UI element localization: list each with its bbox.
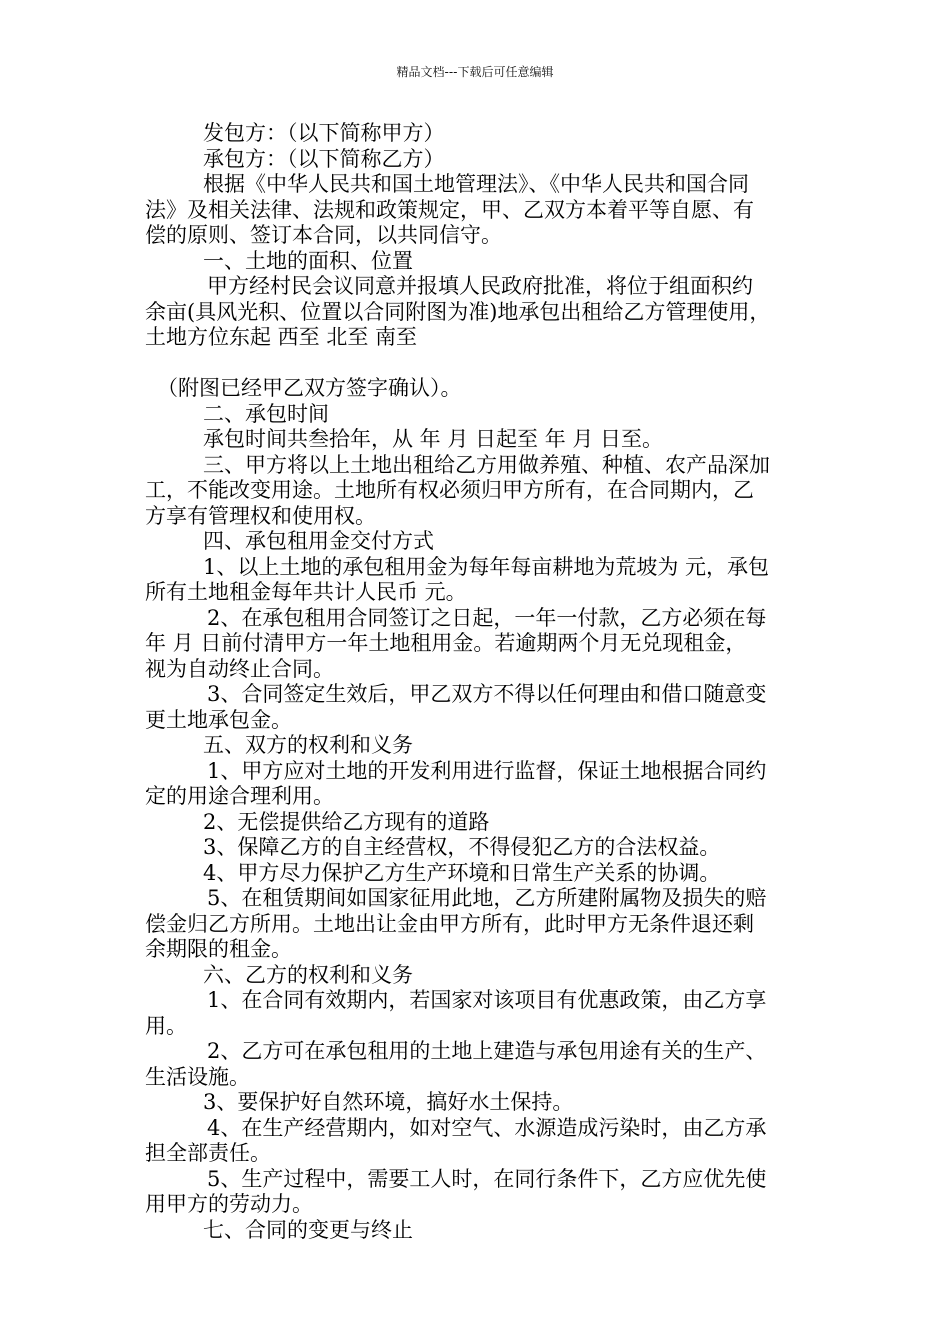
line-s6-6: 4、在生产经营期内，如对空气、水源造成污染时，由乙方承 <box>207 1115 767 1140</box>
line-s4-4: 年 月 日前付清甲方一年土地租用金。若逾期两个月无兑现租金， <box>145 631 747 655</box>
line-s4-5: 视为自动终止合同。 <box>145 656 334 681</box>
line-contractor: 承包方：（以下简称乙方） <box>203 146 445 171</box>
line-preamble-2: 法》及相关法律、法规和政策规定，甲、乙双方本着平等自愿、有 <box>145 197 754 222</box>
line-s5-4: 3、保障乙方的自主经营权，不得侵犯乙方的合法权益。 <box>203 835 721 859</box>
contract-body <box>145 121 815 1243</box>
section-heading-4: 四、承包租用金交付方式 <box>203 529 434 553</box>
line-s6-2: 用。 <box>145 1013 187 1038</box>
section-heading-5: 五、双方的权利和义务 <box>203 733 413 757</box>
blank-line <box>145 351 815 377</box>
line-s6-7: 担全部责任。 <box>145 1141 271 1165</box>
page-header: 精品文档---下载后可任意编辑 <box>396 65 554 79</box>
section-heading-6: 六、乙方的权利和义务 <box>203 962 413 987</box>
section-heading-2: 二、承包时间 <box>203 401 329 426</box>
line-s5-8: 余期限的租金。 <box>145 937 292 961</box>
line-s5-5: 4、甲方尽力保护乙方生产环境和日常生产关系的协调。 <box>203 860 721 885</box>
line-s4-7: 更土地承包金。 <box>145 707 292 732</box>
line-preamble-3: 偿的原则、签订本合同，以共同信守。 <box>145 223 502 247</box>
section-heading-1: 一、土地的面积、位置 <box>203 248 413 273</box>
line-s6-3: 2、乙方可在承包租用的土地上建造与承包用途有关的生产、 <box>207 1039 767 1063</box>
line-s5-3: 2、无偿提供给乙方现有的道路 <box>203 809 490 834</box>
line-s6-4: 生活设施。 <box>145 1064 250 1089</box>
section-heading-7: 七、合同的变更与终止 <box>203 1217 413 1242</box>
line-s5-7: 偿金归乙方所用。土地出让金由甲方所有，此时甲方无条件退还剩 <box>145 911 754 936</box>
line-s6-8: 5、生产过程中，需要工人时，在同行条件下，乙方应优先使 <box>207 1166 767 1191</box>
line-s4-3: 2、在承包租用合同签订之日起，一年一付款，乙方必须在每 <box>207 605 767 630</box>
line-s6-9: 用甲方的劳动力。 <box>145 1192 313 1216</box>
line-s4-2: 所有土地租金每年共计人民币 元。 <box>145 580 467 604</box>
line-s5-1: 1、甲方应对土地的开发利用进行监督，保证土地根据合同约 <box>207 758 767 783</box>
line-s5-6: 5、在租赁期间如国家征用此地，乙方所建附属物及损失的赔 <box>207 886 767 910</box>
line-s3-1: 三、甲方将以上土地出租给乙方用做养殖、种植、农产品深加 <box>203 452 770 477</box>
line-s3-3: 方享有管理权和使用权。 <box>145 503 376 528</box>
line-s1-1: 甲方经村民会议同意并报填人民政府批准，将位于组面积约 <box>207 274 753 298</box>
line-s2-1: 承包时间共叁拾年，从 年 月 日起至 年 月 日至。 <box>203 427 664 451</box>
line-s6-1: 1、在合同有效期内，若国家对该项目有优惠政策，由乙方享 <box>207 988 767 1012</box>
line-s1-4: （附图已经甲乙双方签字确认）。 <box>157 376 462 400</box>
line-issuer: 发包方：（以下简称甲方） <box>203 121 445 145</box>
line-s4-1: 1、以上土地的承包租用金为每年每亩耕地为荒坡为 元，承包 <box>203 554 770 579</box>
line-s3-2: 工，不能改变用途。土地所有权必须归甲方所有，在合同期内，乙 <box>145 478 754 502</box>
line-s1-2: 余亩(具风光积、位置以合同附图为准)地承包出租给乙方管理使用， <box>145 299 771 324</box>
line-preamble-1: 根据《中华人民共和国土地管理法》、《中华人民共和国合同 <box>203 172 749 196</box>
line-s4-6: 3、合同签定生效后，甲乙双方不得以任何理由和借口随意变 <box>207 682 767 706</box>
line-s1-3: 土地方位东起 西至 北至 南至 <box>145 325 418 349</box>
line-s6-5: 3、要保护好自然环境，搞好水土保持。 <box>203 1090 574 1114</box>
line-s5-2: 定的用途合理利用。 <box>145 784 334 808</box>
